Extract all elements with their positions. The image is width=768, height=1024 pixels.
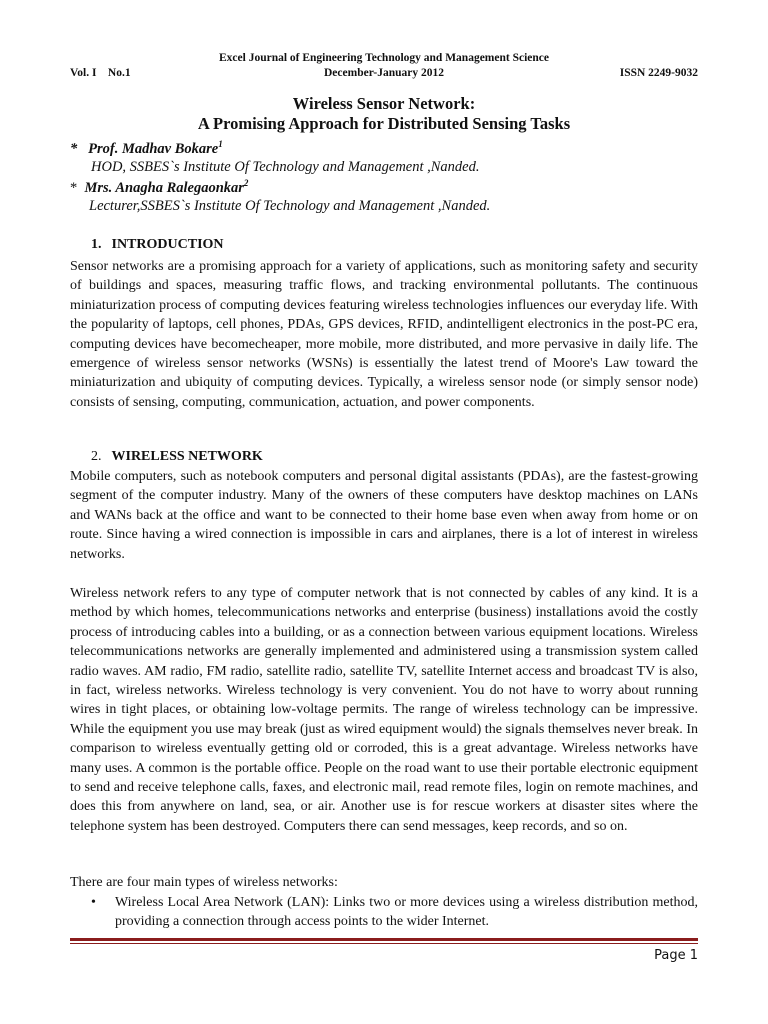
- list-item-text: Wireless Local Area Network (LAN): Links two or more devices using a wireless distribution method, providing a connection through access points to the wider Internet.: [115, 895, 698, 930]
- paper-title-line-2: A Promising Approach for Distributed Sensing Tasks: [197, 114, 571, 133]
- section-1-title: INTRODUCTION: [111, 237, 224, 252]
- author-1-affiliation: HOD, SSBES`s Institute Of Technology and Management ,Nanded.: [91, 159, 480, 175]
- author-2-name: Mrs. Anagha Ralegaonkar: [84, 179, 244, 196]
- section-2-paragraph-2: Wireless network refers to any type of computer network that is not connected by cables of any kind. It is a method by which homes, telecommunications networks and enterprise (business) installations avoid the costly process of introducing cables into a building, or as a connection between various equipment locations. Wireless telecommunications networks are generally implemented and administered using a transmission system called radio waves. AM radio, FM radio, satellite radio, satellite TV, satellite Internet access and broadcast TV is also, in fact, wireless networks. Wireless technology is very convenient. You do not have to worry about running wires in tight places, or obtaining low-voltage permits. The range of wireless technology can be impressive. While the equipment you use may break (just as wired equipment would) the signals themselves never break. In comparison to wireless eventually getting old or corroded, this is a great advantage. Wireless networks have many uses. A common is the portable office. People on the road want to use their portable electronic equipment to send and receive telephone calls, faxes, and electronic mail, read remote files, login on remote machines, and does this from anywhere on land, sea, or air. Another use is for rescue workers at disaster sites where the telephone system has been destroyed. Computers there can send messages, keep records, and so on.: [70, 586, 698, 834]
- footer-rule-thick: [70, 938, 698, 941]
- page-number: Page 1: [654, 948, 698, 963]
- journal-info-row: [70, 67, 698, 81]
- author-1: [70, 139, 223, 158]
- author-1-prefix: Prof: [88, 140, 115, 157]
- list-item: [91, 893, 698, 932]
- section-2-paragraph-1: Mobile computers, such as notebook computers and personal digital assistants (PDAs), are the fastest-growing segment of the computer industry. Many of the owners of these computers have desktop machines on LANs and WANs back at the office and want to be connected to their home base even when away from home or on route. Since having a wired connection is impossible in cars and airplanes, there is a lot of interest in wireless networks.: [70, 469, 698, 562]
- section-2-paragraph-3: There are four main types of wireless networks:: [70, 875, 338, 890]
- bullet-icon: •: [91, 895, 96, 910]
- section-2-title: WIRELESS NETWORK: [111, 449, 263, 464]
- volume-number: Vol. I No.1: [70, 67, 131, 79]
- footer-rule-thin: [70, 943, 698, 944]
- section-2-heading: [91, 449, 263, 465]
- author-1-marker: *: [70, 140, 78, 157]
- section-1-number: 1.: [91, 237, 102, 252]
- issue-date: December-January 2012: [324, 67, 444, 79]
- journal-name: Excel Journal of Engineering Technology and Management Science: [219, 52, 549, 64]
- section-1-paragraph-1: Sensor networks are a promising approach for a variety of applications, such as monitoring safety and security of buildings and spaces, measuring traffic flows, and tracking environmental pollutants. The continuous miniaturization process of computing devices featuring wireless technologies influences our everyday life. With the popularity of laptops, cell phones, PDAs, GPS devices, RFID, andintelligent electronics in the post-PC era, computing devices have becomecheaper, more mobile, more distributed, and more pervasive in daily life. The emergence of wireless sensor networks (WSNs) is essentially the latest trend of Moore's Law toward the miniaturization and ubiquity of computing devices. Typically, a wireless sensor node (or simply sensor node) consists of sensing, computing, communication, actuation, and power components.: [70, 259, 698, 410]
- author-1-name: . Madhav Bokare: [114, 140, 219, 157]
- author-2: [70, 178, 248, 197]
- issn-number: ISSN 2249-9032: [619, 67, 698, 79]
- author-2-marker: *: [70, 179, 78, 196]
- section-2-number: 2.: [91, 449, 102, 464]
- author-2-sup: 2: [243, 178, 249, 188]
- author-1-sup: 1: [218, 139, 223, 149]
- paper-title-line-1: Wireless Sensor Network:: [292, 94, 476, 113]
- author-2-affiliation: Lecturer,SSBES`s Institute Of Technology and Management ,Nanded.: [89, 198, 491, 214]
- section-1-heading: [91, 237, 224, 253]
